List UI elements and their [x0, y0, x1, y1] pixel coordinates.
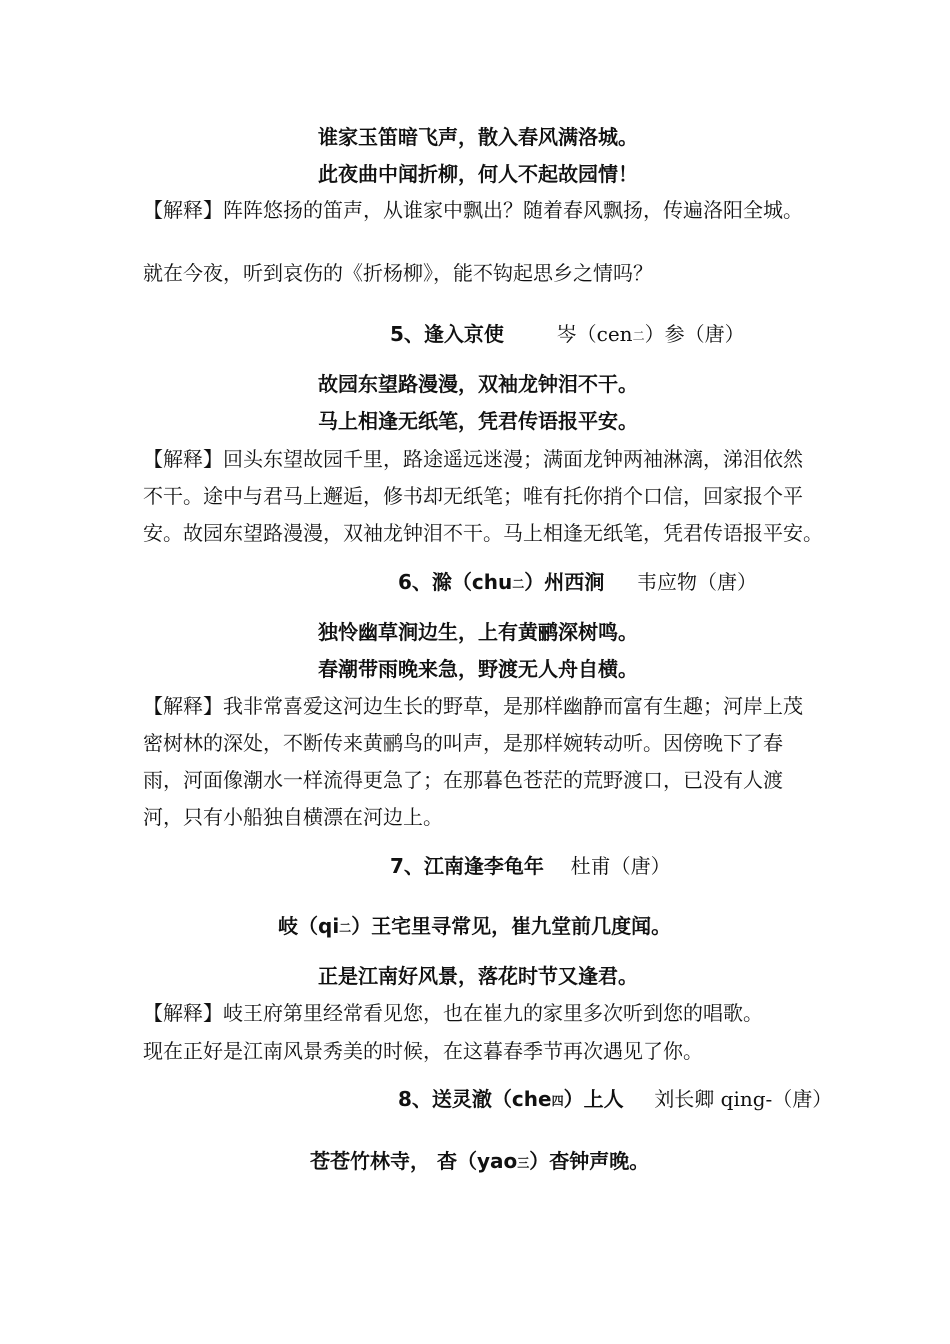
poem7-line1: 岐（qi二）王宅里寻常见，崔九堂前几度闻。: [278, 914, 672, 938]
tone-mark: 四: [551, 1094, 564, 1108]
tone-mark: 二: [632, 329, 645, 343]
poem6-title: [398, 572, 757, 592]
poem5-title-name: 5、逢入京使: [390, 322, 504, 346]
poem8-line1: 苍苍竹林寺， 杳（yao三）杳钟声晚。: [310, 1149, 650, 1173]
poem8-title-author: 刘长卿 qing-（唐）: [654, 1087, 833, 1111]
poem5-line2: 马上相逢无纸笔，凭君传语报平安。: [318, 409, 638, 433]
poem7-title-name: 7、江南逢李龟年: [390, 854, 544, 878]
poem6-title-name: 6、滁（chu二）州西涧: [398, 570, 605, 594]
poem7-title: [390, 856, 671, 876]
poem6-explanation-line4: 河，只有小船独自横漂在河边上。: [143, 805, 443, 829]
poem4-explanation-line1: 【解释】阵阵悠扬的笛声，从谁家中飘出？随着春风飘扬，传遍洛阳全城。: [143, 198, 803, 222]
tone-mark: 二: [512, 577, 525, 591]
poem8-title-name: 8、送灵澈（che四）上人: [398, 1087, 624, 1111]
poem6-line1: 独怜幽草涧边生，上有黄鹂深树鸣。: [318, 620, 638, 644]
poem5-explanation-line2: 不干。途中与君马上邂逅，修书却无纸笔；唯有托你捎个口信，回家报个平: [143, 484, 803, 508]
poem7-explanation-line1: 【解释】岐王府第里经常看见您，也在崔九的家里多次听到您的唱歌。: [143, 1001, 763, 1025]
poem7-title-author: 杜甫（唐）: [570, 854, 671, 878]
poem5-explanation-line1: 【解释】回头东望故园千里，路途遥远迷漫；满面龙钟两袖淋漓，涕泪依然: [143, 447, 803, 471]
poem5-title-author: 岑（cen二）参（唐）: [556, 322, 745, 346]
poem5-title: [390, 324, 745, 344]
poem6-explanation-line3: 雨，河面像潮水一样流得更急了；在那暮色苍茫的荒野渡口，已没有人渡: [143, 768, 783, 792]
poem6-explanation-line2: 密树林的深处，不断传来黄鹂鸟的叫声，是那样婉转动听。因傍晚下了春: [143, 731, 783, 755]
poem6-line2: 春潮带雨晚来急，野渡无人舟自横。: [318, 657, 638, 681]
poem8-title: [398, 1089, 832, 1109]
poem6-title-author: 韦应物（唐）: [636, 570, 757, 594]
tone-mark: 三: [517, 1156, 530, 1170]
poem6-explanation-line1: 【解释】我非常喜爱这河边生长的野草，是那样幽静而富有生趣；河岸上茂: [143, 694, 803, 718]
poem4-explanation-line2: 就在今夜，听到哀伤的《折杨柳》，能不钩起思乡之情吗？: [143, 261, 653, 285]
poem5-explanation-line3: 安。故园东望路漫漫，双袖龙钟泪不干。马上相逢无纸笔，凭君传语报平安。: [143, 521, 823, 545]
tone-mark: 二: [339, 921, 352, 935]
poem4-line2: 此夜曲中闻折柳，何人不起故园情！: [318, 162, 638, 186]
poem5-line1: 故园东望路漫漫，双袖龙钟泪不干。: [318, 372, 638, 396]
poem7-explanation-line2: 现在正好是江南风景秀美的时候，在这暮春季节再次遇见了你。: [143, 1039, 703, 1063]
poem7-line2: 正是江南好风景，落花时节又逢君。: [318, 964, 638, 988]
poem4-line1: 谁家玉笛暗飞声，散入春风满洛城。: [318, 125, 638, 149]
